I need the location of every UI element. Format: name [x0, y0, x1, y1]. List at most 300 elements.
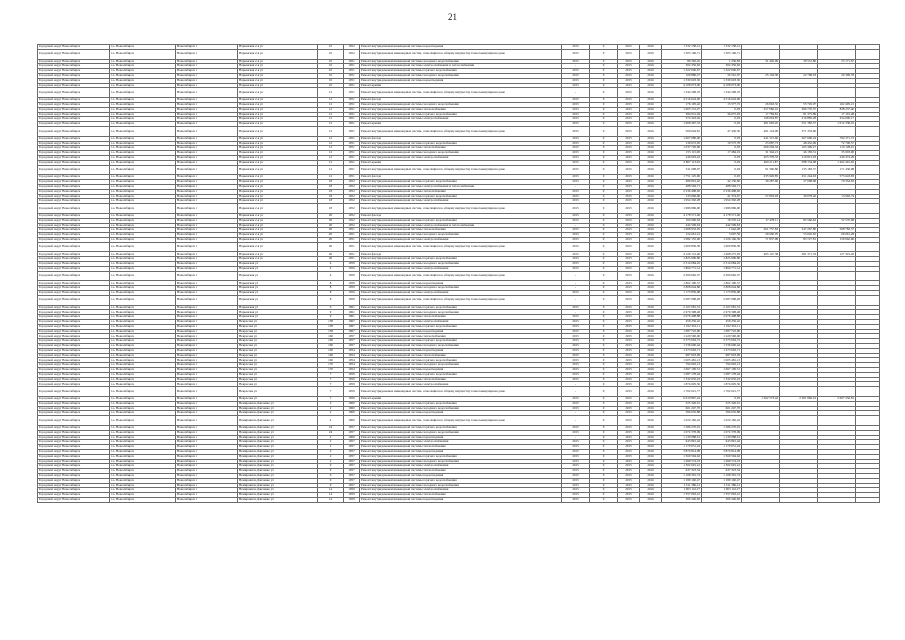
work-type-cell: Ремонт внутридомовой инженерной системы электроснабжения и теплоснабжения	[360, 184, 562, 189]
cost-source-b-cell	[742, 271, 780, 281]
city-cell: Новосибирск г	[176, 199, 238, 204]
year-plan-cell: 2015	[562, 102, 590, 107]
year-plan-cell: 2015	[562, 401, 590, 406]
street-cell: Некрасова ул	[238, 353, 318, 358]
cost-source-b-cell: 26 963,32	[742, 102, 780, 107]
cost-source-b-cell: 241 515,60	[742, 136, 780, 141]
district-cell: г.о. Новосибирск	[110, 344, 176, 349]
start-year-cell: 2015	[618, 493, 640, 498]
house-number-cell: 2	[318, 445, 344, 450]
street-cell: Нарымская ул	[238, 262, 318, 267]
cost-source-a-cell: 525 326,01	[702, 401, 742, 406]
house-number-cell: 4	[318, 416, 344, 426]
year-plan-cell: 2015	[562, 228, 590, 233]
cost-source-a-cell: 1 024 182,43	[702, 416, 742, 426]
end-year-cell: 2016	[640, 146, 662, 151]
house-number-cell: 7	[318, 397, 344, 402]
district-cell: г.о. Новосибирск	[110, 213, 176, 218]
cost-source-b-cell: 23 087,73	[742, 141, 780, 146]
district-cell: г.о. Новосибирск	[110, 180, 176, 185]
year-plan-cell: 2015	[562, 459, 590, 464]
work-type-cell: Ремонт крыши	[360, 397, 562, 402]
year-plan-cell: -	[562, 295, 590, 305]
city-cell: Новосибирск г	[176, 358, 238, 363]
start-year-cell: 2015	[618, 435, 640, 440]
start-year-cell: 2015	[618, 445, 640, 450]
cost-source-a-cell: 0,03	[702, 165, 742, 175]
year-plan-cell: 2015	[562, 483, 590, 488]
year-built-cell: 1952	[344, 223, 360, 228]
house-number-cell: 8	[318, 281, 344, 286]
street-cell: Нарымская 2-я ул	[238, 126, 318, 136]
work-type-cell: Ремонт внутридомовой инженерной системы водоотведения	[360, 348, 562, 353]
flag-cell: 0	[590, 107, 618, 112]
total-cost-cell: 2 236 498,92	[662, 189, 702, 194]
flag-cell: 0	[590, 126, 618, 136]
district-cell: г.о. Новосибирск	[110, 397, 176, 402]
year-plan-cell: 2015	[562, 368, 590, 373]
year-built-cell: 1959	[344, 382, 360, 387]
year-plan-cell: 2015	[562, 257, 590, 262]
house-number-cell: 12	[318, 88, 344, 98]
start-year-cell: 2015	[618, 416, 640, 426]
cost-source-a-cell: 2 087 008,28	[702, 295, 742, 305]
work-type-cell: Ремонт внутридомовой инженерной системы горячего водоснабжения	[360, 112, 562, 117]
house-number-cell: 9	[318, 483, 344, 488]
flag-cell: 0	[590, 295, 618, 305]
cost-source-c-cell	[780, 271, 818, 281]
municipality-cell: Городской округ Новосибирск	[38, 445, 110, 450]
start-year-cell: 2015	[618, 237, 640, 242]
year-plan-cell: 2015	[562, 266, 590, 271]
cost-source-c-cell: 267 600,24	[780, 136, 818, 141]
flag-cell: 0	[590, 98, 618, 103]
start-year-cell: 2015	[618, 102, 640, 107]
work-type-cell: Ремонт внутридомовой инженерной системы теплоснабжения	[360, 189, 562, 194]
work-type-cell: Ремонт внутридомовой инженерной системы горячего водоснабжения	[360, 180, 562, 185]
work-type-cell: Ремонт внутридомовой инженерной системы водоотведения	[360, 411, 562, 416]
work-type-cell: Ремонт внутридомовой инженерной системы электроснабжения	[360, 488, 562, 493]
table-row	[38, 387, 880, 397]
municipality-cell: Городской округ Новосибирск	[38, 271, 110, 281]
end-year-cell: 2016	[640, 425, 662, 430]
city-cell: Новосибирск г	[176, 397, 238, 402]
street-cell: Нарымская 2-я ул	[238, 213, 318, 218]
year-plan-cell: 2015	[562, 406, 590, 411]
start-year-cell: 2015	[618, 160, 640, 165]
cost-source-c-cell: 135 183,57	[780, 165, 818, 175]
city-cell: Новосибирск г	[176, 493, 238, 498]
year-plan-cell: -	[562, 271, 590, 281]
city-cell: Новосибирск г	[176, 126, 238, 136]
year-built-cell: 1957	[344, 440, 360, 445]
municipality-cell: Городской округ Новосибирск	[38, 344, 110, 349]
cost-source-a-cell: 2 676 398,48	[702, 310, 742, 315]
total-cost-cell: 1 532 158,12	[662, 45, 702, 50]
cost-source-a-cell: 17 484,19	[702, 151, 742, 156]
flag-cell: 0	[590, 271, 618, 281]
flag-cell: 0	[590, 64, 618, 69]
flag-cell: 0	[590, 59, 618, 64]
work-type-cell: Ремонт внутридомовой инженерной системы горячего водоснабжения	[360, 339, 562, 344]
cost-source-c-cell: 281 371,33	[780, 252, 818, 257]
house-number-cell: 158	[318, 320, 344, 325]
cost-source-a-cell: 1 569 594,62	[702, 454, 742, 459]
start-year-cell: 2015	[618, 141, 640, 146]
street-cell: Нарымская 2-я ул	[238, 69, 318, 74]
street-cell: Некрасова ул	[238, 334, 318, 339]
cost-source-c-cell: 48 452,99	[780, 141, 818, 146]
street-cell: Нарымская 2-я ул	[238, 107, 318, 112]
house-number-cell: 14	[318, 497, 344, 502]
municipality-cell: Городской округ Новосибирск	[38, 237, 110, 242]
district-cell: г.о. Новосибирск	[110, 425, 176, 430]
cost-source-a-cell: 1 087 178,44	[702, 372, 742, 377]
work-type-cell: Ремонт внутридомовой инженерной системы электроснабжения	[360, 291, 562, 296]
year-built-cell: 1951	[344, 252, 360, 257]
cost-source-d-cell: 66 061,28	[818, 233, 856, 238]
flag-cell: 0	[590, 237, 618, 242]
year-built-cell: 1951	[344, 146, 360, 151]
cost-source-d-cell	[818, 88, 856, 98]
city-cell: Новосибирск г	[176, 483, 238, 488]
city-cell: Новосибирск г	[176, 406, 238, 411]
end-year-cell: 2016	[640, 189, 662, 194]
year-plan-cell: 2015	[562, 155, 590, 160]
city-cell: Новосибирск г	[176, 440, 238, 445]
street-cell: Нарымская 2-я ул	[238, 146, 318, 151]
cost-source-c-cell: 251 244,63	[780, 175, 818, 180]
cost-source-c-cell: 81 375,89	[780, 112, 818, 117]
cost-source-c-cell: 27 098,68	[780, 180, 818, 185]
total-cost-cell: 104 066,63	[662, 218, 702, 223]
total-cost-cell: 637 323,54	[662, 469, 702, 474]
start-year-cell: 2015	[618, 117, 640, 122]
start-year-cell: 2015	[618, 49, 640, 59]
start-year-cell: 2015	[618, 281, 640, 286]
municipality-cell: Городской округ Новосибирск	[38, 324, 110, 329]
cost-source-a-cell: 442 509,63	[702, 223, 742, 228]
work-type-cell: Ремонт внутридомовой инженерной системы холодного водоснабжения	[360, 430, 562, 435]
year-plan-cell: 2015	[562, 242, 590, 252]
house-number-cell: 9	[318, 305, 344, 310]
street-cell: Нарымская 2-я ул	[238, 228, 318, 233]
total-cost-cell: 1 229 590,00	[662, 334, 702, 339]
city-cell: Новосибирск г	[176, 416, 238, 426]
house-number-cell: 10	[318, 64, 344, 69]
year-plan-cell: 2015	[562, 430, 590, 435]
street-cell: Немировича-Данченко ул	[238, 435, 318, 440]
year-built-cell: 1960	[344, 406, 360, 411]
district-cell: г.о. Новосибирск	[110, 387, 176, 397]
district-cell: г.о. Новосибирск	[110, 281, 176, 286]
cost-source-d-cell: 838 237,46	[818, 107, 856, 112]
street-cell: Нарымская 2-я ул	[238, 141, 318, 146]
start-year-cell: 2015	[618, 98, 640, 103]
district-cell: г.о. Новосибирск	[110, 189, 176, 194]
year-plan-cell: -	[562, 416, 590, 426]
start-year-cell: 2015	[618, 64, 640, 69]
district-cell: г.о. Новосибирск	[110, 329, 176, 334]
municipality-cell: Городской округ Новосибирск	[38, 315, 110, 320]
cost-source-d-cell	[818, 497, 856, 502]
year-plan-cell: 2015	[562, 233, 590, 238]
house-number-cell: 12	[318, 102, 344, 107]
house-number-cell: 12	[318, 136, 344, 141]
house-number-cell: 2	[318, 435, 344, 440]
municipality-cell: Городской округ Новосибирск	[38, 262, 110, 267]
city-cell: Новосибирск г	[176, 59, 238, 64]
city-cell: Новосибирск г	[176, 382, 238, 387]
district-cell: г.о. Новосибирск	[110, 454, 176, 459]
work-type-cell: Ремонт внутридомовой инженерной системы теплоснабжения	[360, 334, 562, 339]
start-year-cell: 2015	[618, 324, 640, 329]
street-cell: Нарымская 2-я ул	[238, 122, 318, 127]
year-plan-cell: 2015	[562, 252, 590, 257]
cost-source-a-cell: 4 516 624,00	[702, 98, 742, 103]
year-built-cell: 1957	[344, 459, 360, 464]
flag-cell: 0	[590, 213, 618, 218]
cost-source-c-cell: 371 333,06	[780, 126, 818, 136]
street-cell: Некрасова ул	[238, 320, 318, 325]
city-cell: Новосибирск г	[176, 281, 238, 286]
street-cell: Нарымская 2-я ул	[238, 155, 318, 160]
city-cell: Новосибирск г	[176, 459, 238, 464]
municipality-cell: Городской округ Новосибирск	[38, 281, 110, 286]
total-cost-cell: 2 087 008,28	[662, 295, 702, 305]
total-cost-cell: 374 323,02	[662, 117, 702, 122]
year-plan-cell: 2015	[562, 204, 590, 214]
year-built-cell: 1951	[344, 175, 360, 180]
cost-source-a-cell: 0,03	[702, 160, 742, 165]
street-cell: Немировича-Данченко ул	[238, 416, 318, 426]
total-cost-cell: 1 000 836,39	[662, 242, 702, 252]
year-built-cell: 1957	[344, 344, 360, 349]
total-cost-cell: 1 087 722,90	[662, 329, 702, 334]
end-year-cell: 2016	[640, 344, 662, 349]
house-number-cell: 20	[318, 218, 344, 223]
cost-source-d-cell: 23 171,67	[818, 59, 856, 64]
flag-cell: 0	[590, 435, 618, 440]
flag-cell: 0	[590, 218, 618, 223]
cost-source-a-cell: 15 577,72	[702, 102, 742, 107]
house-number-cell: 8	[318, 286, 344, 291]
year-plan-cell: 2015	[562, 146, 590, 151]
end-year-cell: 2016	[640, 334, 662, 339]
work-type-cell: Ремонт внутридомовой инженерной системы горячего водоснабжения	[360, 358, 562, 363]
year-plan-cell: 2015	[562, 425, 590, 430]
house-number-cell: 10	[318, 45, 344, 50]
municipality-cell: Городской округ Новосибирск	[38, 348, 110, 353]
municipality-cell: Городской округ Новосибирск	[38, 146, 110, 151]
cost-source-a-cell: 1 168 391,74	[702, 473, 742, 478]
total-cost-cell: 1 003 116,27	[662, 488, 702, 493]
end-year-cell: 2016	[640, 295, 662, 305]
house-number-cell: 160	[318, 339, 344, 344]
city-cell: Новосибирск г	[176, 49, 238, 59]
work-type-cell: Ремонт внутридомовой инженерной системы холодного водоснабжения	[360, 73, 562, 78]
house-number-cell: 20	[318, 228, 344, 233]
year-built-cell: 1959	[344, 266, 360, 271]
year-plan-cell: 2015	[562, 180, 590, 185]
flag-cell: 0	[590, 223, 618, 228]
house-number-cell: 18	[318, 189, 344, 194]
cost-source-d-cell: 72 706,57	[818, 141, 856, 146]
flag-cell: 0	[590, 324, 618, 329]
start-year-cell: 2015	[618, 387, 640, 397]
end-year-cell: 2016	[640, 271, 662, 281]
start-year-cell: 2015	[618, 440, 640, 445]
municipality-cell: Городской округ Новосибирск	[38, 117, 110, 122]
total-cost-cell: 643 891,44	[662, 440, 702, 445]
cost-source-c-cell: 165 309,27	[780, 146, 818, 151]
year-built-cell: 1951	[344, 102, 360, 107]
work-type-cell: Ремонт внутридомовых инженерных систем, относящихся к общему имуществу в многоквартирном доме	[360, 88, 562, 98]
cost-source-a-cell: 18 376,14	[702, 218, 742, 223]
district-cell: г.о. Новосибирск	[110, 165, 176, 175]
cost-source-b-cell: 25 104,58	[742, 73, 780, 78]
city-cell: Новосибирск г	[176, 155, 238, 160]
end-year-cell: 2016	[640, 435, 662, 440]
year-plan-cell: -	[562, 223, 590, 228]
table-row	[38, 497, 880, 502]
flag-cell: 0	[590, 315, 618, 320]
year-built-cell: 1959	[344, 295, 360, 305]
flag-cell: 0	[590, 445, 618, 450]
district-cell: г.о. Новосибирск	[110, 435, 176, 440]
street-cell: Нарымская 2-я ул	[238, 59, 318, 64]
start-year-cell: 2015	[618, 478, 640, 483]
cost-source-a-cell: 1 322 006,67	[702, 69, 742, 74]
cost-source-a-cell: 0,03	[702, 146, 742, 151]
cost-source-c-cell: 39 078,26	[780, 194, 818, 199]
work-type-cell: Ремонт внутридомовой инженерной системы горячего водоснабжения	[360, 257, 562, 262]
house-number-cell: 20	[318, 233, 344, 238]
year-plan-cell: -	[562, 310, 590, 315]
work-type-cell: Ремонт внутридомовой инженерной системы холодного водоснабжения	[360, 344, 562, 349]
flag-cell: 0	[590, 184, 618, 189]
work-type-cell: Ремонт внутридомовой инженерной системы водоотведения	[360, 435, 562, 440]
total-cost-cell: 1 536 600,44	[662, 344, 702, 349]
district-cell: г.о. Новосибирск	[110, 372, 176, 377]
municipality-cell: Городской округ Новосибирск	[38, 107, 110, 112]
year-built-cell: 1957	[344, 339, 360, 344]
municipality-cell: Городской округ Новосибирск	[38, 184, 110, 189]
city-cell: Новосибирск г	[176, 184, 238, 189]
district-cell: г.о. Новосибирск	[110, 497, 176, 502]
cost-source-d-cell: 159 662,96	[818, 237, 856, 242]
end-year-cell: 2016	[640, 387, 662, 397]
year-built-cell: 1952	[344, 199, 360, 204]
start-year-cell: 2015	[618, 368, 640, 373]
start-year-cell: 2015	[618, 406, 640, 411]
cost-source-b-cell: 31 402,09	[742, 59, 780, 64]
house-number-cell: 12	[318, 122, 344, 127]
work-type-cell: Ремонт крыши	[360, 122, 562, 127]
table-row	[38, 88, 880, 98]
district-cell: г.о. Новосибирск	[110, 469, 176, 474]
city-cell: Новосибирск г	[176, 88, 238, 98]
start-year-cell: 2015	[618, 266, 640, 271]
flag-cell: 0	[590, 262, 618, 267]
year-built-cell: 1951	[344, 112, 360, 117]
end-year-cell: 2016	[640, 45, 662, 50]
district-cell: г.о. Новосибирск	[110, 411, 176, 416]
work-type-cell: Ремонт внутридомовой инженерной системы электроснабжения и теплоснабжения	[360, 223, 562, 228]
cost-source-a-cell: 1 273 603,71	[702, 348, 742, 353]
cost-source-a-cell: 1 229 590,00	[702, 334, 742, 339]
house-number-cell: 2	[318, 459, 344, 464]
start-year-cell: 2015	[618, 146, 640, 151]
year-built-cell: 1951	[344, 88, 360, 98]
start-year-cell: 2015	[618, 262, 640, 267]
work-type-cell: Ремонт внутридомовой инженерной системы водоотведения	[360, 368, 562, 373]
total-cost-cell: 1 286 270,01	[662, 425, 702, 430]
table-row	[38, 204, 880, 214]
street-cell: Некрасова ул	[238, 397, 318, 402]
flag-cell: 0	[590, 368, 618, 373]
start-year-cell: 2015	[618, 473, 640, 478]
street-cell: Нарымская ул	[238, 305, 318, 310]
cost-source-a-cell: 1 499 574,23	[702, 459, 742, 464]
street-cell: Нарымская 2-я ул	[238, 112, 318, 117]
street-cell: Нарымская 2-я ул	[238, 165, 318, 175]
start-year-cell: 2015	[618, 126, 640, 136]
work-type-cell: Ремонт внутридомовой инженерной системы холодного водоснабжения	[360, 59, 562, 64]
municipality-cell: Городской округ Новосибирск	[38, 45, 110, 50]
house-number-cell: 2	[318, 401, 344, 406]
street-cell: Немировича-Данченко ул	[238, 406, 318, 411]
cost-source-b-cell: 1 362 573,42	[742, 397, 780, 402]
year-plan-cell: 2015	[562, 45, 590, 50]
end-year-cell: 2016	[640, 348, 662, 353]
year-built-cell: 1960	[344, 435, 360, 440]
street-cell: Немировича-Данченко ул	[238, 497, 318, 502]
municipality-cell: Городской округ Новосибирск	[38, 126, 110, 136]
city-cell: Новосибирск г	[176, 194, 238, 199]
flag-cell: 0	[590, 320, 618, 325]
district-cell: г.о. Новосибирск	[110, 266, 176, 271]
start-year-cell: 2015	[618, 107, 640, 112]
end-year-cell: 2016	[640, 469, 662, 474]
flag-cell: 0	[590, 449, 618, 454]
total-cost-cell: 459 256,22	[662, 320, 702, 325]
cost-source-a-cell: 0,03	[702, 107, 742, 112]
work-type-cell: Ремонт фасада	[360, 252, 562, 257]
work-type-cell: Ремонт внутридомовой инженерной системы горячего водоснабжения	[360, 218, 562, 223]
end-year-cell: 2016	[640, 204, 662, 214]
cost-source-a-cell: 1 130 088,61	[702, 435, 742, 440]
end-year-cell: 2016	[640, 213, 662, 218]
municipality-cell: Городской округ Новосибирск	[38, 73, 110, 78]
year-plan-cell: 2015	[562, 469, 590, 474]
municipality-cell: Городской округ Новосибирск	[38, 291, 110, 296]
house-number-cell: 2	[318, 454, 344, 459]
end-year-cell: 2016	[640, 175, 662, 180]
district-cell: г.о. Новосибирск	[110, 223, 176, 228]
start-year-cell: 2015	[618, 189, 640, 194]
flag-cell: 0	[590, 488, 618, 493]
year-built-cell: 1959	[344, 281, 360, 286]
cost-source-a-cell: 1 326 166,39	[702, 237, 742, 242]
district-cell: г.о. Новосибирск	[110, 45, 176, 50]
cost-source-b-cell: 460 211,87	[742, 160, 780, 165]
flag-cell: 0	[590, 73, 618, 78]
year-built-cell: 1960	[344, 416, 360, 426]
work-type-cell: Ремонт внутридомовой инженерной системы горячего водоснабжения	[360, 194, 562, 199]
total-cost-cell: 1 082 155,00	[662, 237, 702, 242]
street-cell: Нарымская 2-я ул	[238, 98, 318, 103]
